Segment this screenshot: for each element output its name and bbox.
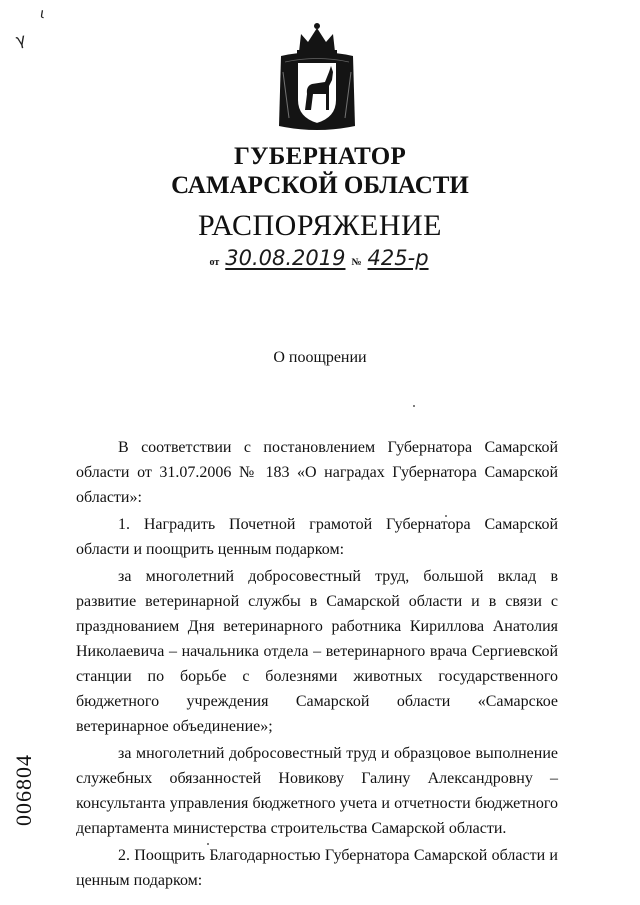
body-paragraph-award2: за многолетний добросовестный труд и образцовое выполнение служебных обязанностей Новикову Галину Александровну – консультанта управления бюджетного учета и отчетности бюджетного департамента министерства строительства Самарской области.: [76, 745, 558, 837]
date-number-line: [0, 246, 640, 270]
authority-title-line2: САМАРСКОЙ ОБЛАСТИ: [171, 172, 469, 199]
date-prefix-label: от: [209, 257, 220, 268]
document-body: [76, 435, 558, 893]
coat-of-arms-emblem-icon: [275, 22, 359, 136]
margin-mark: ɩ: [38, 5, 47, 23]
registration-number-stamp: 006804: [11, 754, 36, 826]
document-subject: О поощрении: [273, 349, 367, 366]
body-paragraph-award1: за многолетний добросовестный труд, большой вклад в развитие ветеринарной службы в Самарской области и в связи с празднованием Дня ветеринарного работника Кириллова Анатолия Николаевича – начальника отдела – ветеринарного врача Сергиевской станции по борьбе с болезнями животных государственного бюджетного учреждения Самарской области «Самарское ветеринарное объединение»;: [76, 568, 558, 735]
authority-title-line1: ГУБЕРНАТОР: [233, 143, 407, 170]
scan-speck: [413, 405, 415, 407]
number-label: №: [351, 257, 362, 268]
body-paragraph-intro: В соответствии с постановлением Губернатора Самарской области от 31.07.2006 № 183 «О наградах Губернатора Самарской области»:: [76, 439, 558, 506]
margin-mark: γ: [14, 29, 28, 50]
handwritten-date: 30.08.2019: [225, 246, 346, 270]
document-type-title: РАСПОРЯЖЕНИЕ: [197, 209, 443, 242]
body-paragraph-item1: 1. Наградить Почетной грамотой Губернатора Самарской области и поощрить ценным подарком:: [76, 516, 558, 558]
body-paragraph-item2: 2. Поощрить Благодарностью Губернатора Самарской области и ценным подарком:: [76, 847, 558, 889]
handwritten-number: 425-р: [367, 246, 429, 270]
